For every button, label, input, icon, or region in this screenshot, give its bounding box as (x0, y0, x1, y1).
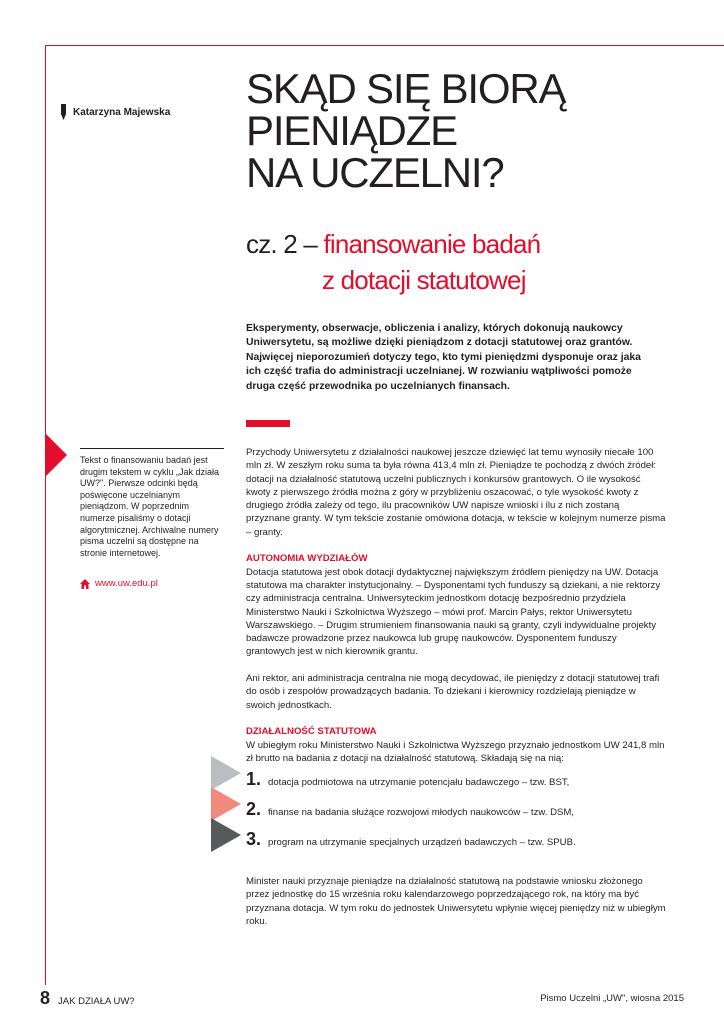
page-title (246, 65, 666, 196)
title-line: PIENIĄDZE (246, 107, 457, 154)
page-number: 8 (40, 988, 51, 1008)
frame-left-line (45, 45, 46, 985)
list-text: dotacja podmiotowa na utrzymanie potencjału badawczego – tzw. BST, (268, 777, 570, 789)
lead-paragraph: Eksperymenty, obserwacje, obliczenia i analizy, których dokonują naukowcy Uniwersytetu, są możliwe dzięki pieniądzom z dotacji statutowej oraz grantów. Najwięcej nieporozumień dotyczy tego, kto tymi pieniędzmi dysponuje oraz jaka ich część trafia do administracji uczelnianej. W rozwianiu wątpliwości pomoże druga część przewodnika po uczelnianych finansach. (246, 323, 641, 392)
home-icon (80, 579, 90, 589)
body-paragraph: Ani rektor, ani administracja centralna nie mogą decydować, ile pieniędzy z dotacji statutowej trafi do osób i zespołów prowadzących badania. To dziekani i kierownicy rozdzielają pieniądze w swoich jednostkach. (246, 673, 660, 711)
subtitle-red-2: z dotacji statutowej (322, 265, 526, 295)
body-paragraph: Przychody Uniwersytetu z działalności naukowej jeszcze dziewięć lat temu wynosiły niecałe 100 mln zł. W zeszłym roku suma ta była równa 413,4 mln zł. Pieniądze te pochodzą z dwóch źródeł: dotacji na działalność statutową uczelni publicznych i konkursów grantowych. O ile wysokość kwoty z pierwszego źródła można z góry w przybliżeniu oszacować, o tyle wysokość kwoty z drugiego źródła zależy od tego, ilu pracowników UW napisze wnioski i ilu z nich zostaną przyznane granty. W tym tekście zostanie omówiona dotacja, w tekście w kolejnym numerze pisma – granty. (246, 447, 666, 538)
triangle-marker-3 (211, 818, 241, 852)
body-paragraph: Minister nauki przyznaje pieniądze na działalność statutową na podstawie wniosku złożonego przez jednostkę do 15 września roku kalendarzowego poprzedzającego rok, na który ma być przyznana dotacja. W tym roku do jednostek Uniwersytetu wpłynie więcej pieniędzy niż w ubiegłym roku. (246, 876, 666, 928)
list-number: 2. (246, 799, 262, 820)
title-line: NA UCZELNI? (246, 149, 504, 196)
sidebar-link-text[interactable]: www.uw.edu.pl (95, 578, 158, 589)
author-byline (60, 104, 170, 120)
numbered-list (246, 769, 666, 863)
list-item (246, 799, 666, 833)
sidebar-note: Tekst o finansowaniu badań jest drugim tekstem w cyklu „Jak działa UW?". Pierwsze odcinki będą poświęcone uczelnianym pieniądzom. W poprzednim numerze pisaliśmy o dotacji algorytmicznej. Archiwalne numery pisma uczelni są dostępne na stronie internetowej. (80, 448, 224, 559)
subtitle-red-1: finansowanie badań (323, 229, 541, 259)
list-item (246, 829, 666, 863)
sidebar-link[interactable] (80, 578, 158, 589)
body-paragraph: W ubiegłym roku Ministerstwo Nauki i Szkolnictwa Wyższego przyznało jednostkom UW 241,8 mln zł brutto na badania z dotacji na działalność statutową. Składają się na nią: (246, 739, 665, 764)
body-paragraph: Dotacja statutowa jest obok dotacji dydaktycznej największym źródłem pieniędzy na UW. Dotacja statutowa ma charakter instytucjonalny. – Dysponentami tych funduszy są dziekani, a nie rektorzy czy administracja centralna. Uniwersyteckim jednostkom dotację bezpośrednio przydziela Ministerstwo Nauki i Szkolnictwa Wyższego – mówi prof. Marcin Pałys, rektor Uniwersytetu Warszawskiego. – Drugim strumieniem finansowania nauki są granty, czyli indywidualne projekty badawcze prowadzone przez naukowca lub grupę naukowców. Dysponentem funduszy grantowych jest w nich kierownik grantu. (246, 566, 661, 658)
accent-bar (246, 420, 290, 427)
list-text: program na utrzymanie specjalnych urządzeń badawczych – tzw. SPUB. (268, 837, 576, 849)
list-item (246, 769, 666, 803)
list-triangle-markers (211, 756, 241, 856)
sidebar-triangle-marker (45, 433, 67, 477)
triangle-marker-1 (211, 756, 241, 790)
triangle-marker-2 (211, 787, 241, 821)
footer-section: JAK DZIAŁA UW? (58, 996, 135, 1007)
frame-top-line (45, 45, 724, 46)
footer-left (40, 988, 135, 1009)
subtitle-prefix: cz. 2 – (246, 229, 324, 259)
section-heading: DZIAŁALNOŚĆ STATUTOWA (246, 726, 377, 738)
list-text: finanse na badania służące rozwojowi młodych naukowców – tzw. DSM, (268, 807, 575, 819)
list-number: 1. (246, 769, 262, 790)
list-number: 3. (246, 829, 262, 850)
footer-publication: Pismo Uczelni „UW", wiosna 2015 (540, 993, 684, 1004)
author-name: Katarzyna Majewska (73, 106, 171, 118)
section-heading: AUTONOMIA WYDZIAŁÓW (246, 553, 368, 565)
article-body (246, 446, 666, 942)
title-line: SKĄD SIĘ BIORĄ (246, 65, 566, 112)
subtitle (246, 226, 540, 298)
pen-icon (60, 104, 67, 120)
